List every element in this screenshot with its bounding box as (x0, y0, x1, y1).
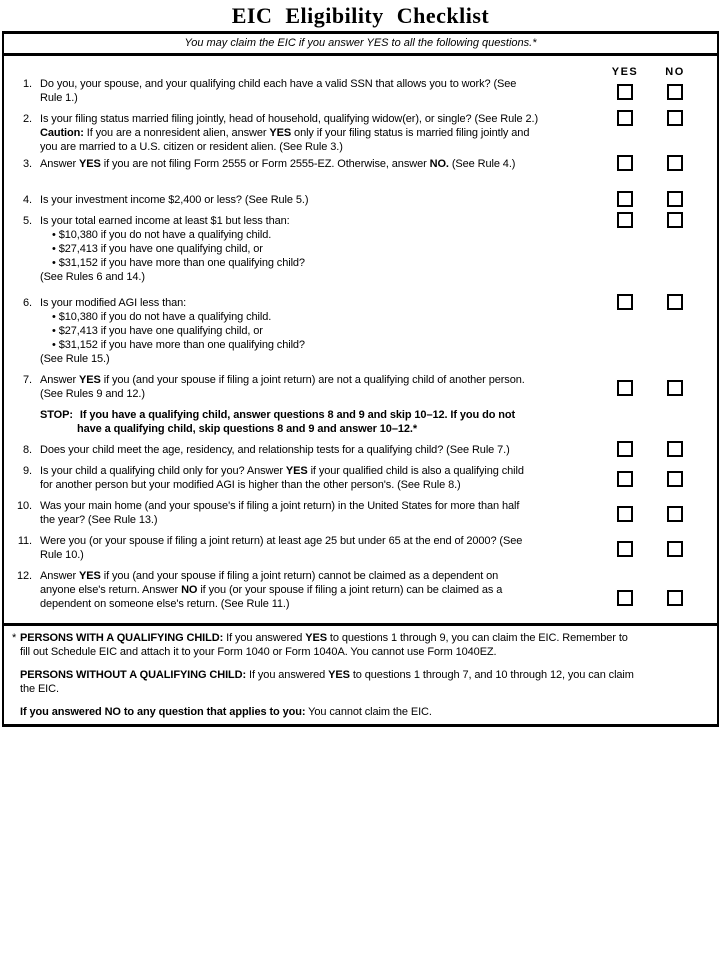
text-line: Do you, your spouse, and your qualifying child each have a valid SSN that allows you to work? (See (40, 78, 517, 90)
q10-no-checkbox[interactable] (667, 506, 683, 522)
stop-note-row (4, 408, 717, 436)
q11-yes-cell (600, 534, 650, 562)
text-line: (See Rules 6 and 14.) (40, 271, 145, 283)
no-column-header: NO (665, 66, 685, 78)
text-line: Answer YES if you (and your spouse if filing a joint return) are not a qualifying child of another person. (40, 374, 525, 386)
text-line: have a qualifying child, skip questions 8 and 9 and answer 10–12.* (77, 423, 418, 435)
question-text (36, 443, 600, 457)
q12-yes-cell (600, 569, 650, 611)
footnote-line: the EIC. (20, 683, 59, 695)
text-line: Is your investment income $2,400 or less? (See Rule 5.) (40, 194, 309, 206)
q10-no-cell (650, 499, 700, 527)
question-row (4, 499, 717, 527)
question-number: 12. (17, 570, 32, 582)
question-row (4, 112, 717, 154)
q9-no-cell (650, 464, 700, 492)
q12-yes-checkbox[interactable] (617, 590, 633, 606)
question-text (36, 157, 600, 171)
footnote (12, 705, 707, 719)
text-line: Was your main home (and your spouse's if filing a joint return) in the United States for more than half (40, 500, 520, 512)
question-row (4, 193, 717, 207)
q6-yes-checkbox[interactable] (617, 294, 633, 310)
question-text (36, 296, 600, 366)
q7-no-cell (650, 373, 700, 401)
q6-yes-cell (600, 296, 650, 366)
question-text (36, 499, 600, 527)
q11-yes-checkbox[interactable] (617, 541, 633, 557)
question-number: 2. (23, 113, 32, 125)
question-number: 10. (17, 500, 32, 512)
question-number: 9. (23, 465, 32, 477)
q11-no-checkbox[interactable] (667, 541, 683, 557)
footnote (12, 631, 707, 659)
q2-yes-checkbox[interactable] (617, 110, 633, 126)
question-number: 1. (23, 78, 32, 90)
question-number: 5. (23, 215, 32, 227)
q7-yes-cell (600, 373, 650, 401)
text-line: Rule 10.) (40, 549, 84, 561)
q4-no-cell (650, 193, 700, 207)
q2-yes-cell (600, 112, 650, 154)
q6-no-cell (650, 296, 700, 366)
question-text (36, 77, 600, 105)
q1-yes-checkbox[interactable] (617, 84, 633, 100)
q9-yes-checkbox[interactable] (617, 471, 633, 487)
questions-area (4, 56, 717, 623)
q9-yes-cell (600, 464, 650, 492)
q1-no-checkbox[interactable] (667, 84, 683, 100)
question-row (4, 443, 717, 457)
text-line: • $10,380 if you do not have a qualifying child. (52, 311, 272, 323)
text-line: for another person but your modified AGI is higher than the other person's. (See Rule 8.) (40, 479, 461, 491)
text-line: Were you (or your spouse if filing a joint return) at least age 25 but under 65 at the end of 2000? (See (40, 535, 523, 547)
question-text (36, 193, 600, 207)
text-line: anyone else's return. Answer NO if you (or your spouse if filing a joint return) can be claimed as a (40, 584, 503, 596)
q2-no-cell (650, 112, 700, 154)
text-line: Rule 1.) (40, 92, 78, 104)
q7-no-checkbox[interactable] (667, 380, 683, 396)
question-row (4, 296, 717, 366)
footnote-line: PERSONS WITH A QUALIFYING CHILD: If you answered YES to questions 1 through 9, you can claim the EIC. Remember to (20, 632, 628, 644)
question-text (36, 112, 600, 154)
q4-yes-cell (600, 193, 650, 207)
question-list (4, 77, 717, 611)
question-row (4, 214, 717, 284)
question-text (36, 569, 600, 611)
yes-column-header: YES (611, 66, 639, 78)
question-text (36, 214, 600, 284)
q5-no-checkbox[interactable] (667, 212, 683, 228)
q7-yes-checkbox[interactable] (617, 380, 633, 396)
page-title: EIC Eligibility Checklist (231, 3, 490, 28)
question-row (4, 464, 717, 492)
text-line: Answer YES if you (and your spouse if filing a joint return) cannot be claimed as a dependent on (40, 570, 499, 582)
text-line: the year? (See Rule 13.) (40, 514, 158, 526)
q3-no-checkbox[interactable] (667, 155, 683, 171)
footnote-line: If you answered NO to any question that applies to you: You cannot claim the EIC. (20, 706, 432, 718)
q10-yes-checkbox[interactable] (617, 506, 633, 522)
question-number: 3. (23, 158, 32, 170)
checklist-box (2, 31, 719, 727)
q11-no-cell (650, 534, 700, 562)
question-row (4, 77, 717, 105)
question-number: 11. (17, 535, 32, 547)
q10-yes-cell (600, 499, 650, 527)
empty-cell (650, 408, 700, 436)
q3-yes-cell (600, 157, 650, 171)
question-row (4, 534, 717, 562)
text-line: Caution: If you are a nonresident alien, answer YES only if your filing status is married filing jointly and (40, 127, 530, 139)
question-number: 6. (23, 297, 32, 309)
q8-no-cell (650, 443, 700, 457)
text-line: • $10,380 if you do not have a qualifying child. (52, 229, 272, 241)
footnote-marker: * (12, 632, 17, 644)
question-text (36, 534, 600, 562)
question-number (4, 408, 36, 436)
text-line: Is your filing status married filing jointly, head of household, qualifying widow(er), or single? (See Rule 2.) (40, 113, 539, 125)
q2-no-checkbox[interactable] (667, 110, 683, 126)
question-text (36, 464, 600, 492)
text-line: Is your total earned income at least $1 but less than: (40, 215, 290, 227)
question-text (36, 373, 600, 401)
text-line: • $31,152 if you have more than one qualifying child? (52, 257, 305, 269)
empty-cell (600, 408, 650, 436)
q4-no-checkbox[interactable] (667, 191, 683, 207)
q3-yes-checkbox[interactable] (617, 155, 633, 171)
footnote-line: PERSONS WITHOUT A QUALIFYING CHILD: If you answered YES to questions 1 through 7, and 10 through 12, you can claim (20, 669, 634, 681)
q5-no-cell (650, 214, 700, 284)
text-line: • $27,413 if you have one qualifying child, or (52, 325, 263, 337)
q5-yes-cell (600, 214, 650, 284)
text-line: dependent on someone else's return. (See Rule 11.) (40, 598, 290, 610)
text-line: (See Rules 9 and 12.) (40, 388, 145, 400)
text-line: • $27,413 if you have one qualifying child, or (52, 243, 263, 255)
checklist-subtitle: You may claim the EIC if you answer YES to all the following questions.* (4, 34, 717, 56)
text-line: Does your child meet the age, residency, and relationship tests for a qualifying child? (See Rule 7.) (40, 444, 510, 456)
q5-yes-checkbox[interactable] (617, 212, 633, 228)
question-row (4, 373, 717, 401)
footnotes-area (4, 623, 717, 724)
footnote-line: fill out Schedule EIC and attach it to your Form 1040 or Form 1040A. You cannot use Form 1040EZ. (20, 646, 497, 658)
footnote (12, 668, 707, 696)
text-line: STOP: If you have a qualifying child, answer questions 8 and 9 and skip 10–12. If you do not (40, 409, 516, 421)
question-number: 8. (23, 444, 32, 456)
q8-yes-cell (600, 443, 650, 457)
question-row (4, 157, 717, 171)
text-line: you are married to a U.S. citizen or resident alien. (See Rule 3.) (40, 141, 343, 153)
question-number: 4. (23, 194, 32, 206)
q1-no-cell (650, 77, 700, 105)
q3-no-cell (650, 157, 700, 171)
q8-no-checkbox[interactable] (667, 441, 683, 457)
q4-yes-checkbox[interactable] (617, 191, 633, 207)
text-line: • $31,152 if you have more than one qualifying child? (52, 339, 305, 351)
q12-no-cell (650, 569, 700, 611)
text-line: Is your child a qualifying child only for you? Answer YES if your qualified child is also a qualifying child (40, 465, 524, 477)
text-line: Is your modified AGI less than: (40, 297, 187, 309)
q8-yes-checkbox[interactable] (617, 441, 633, 457)
q9-no-checkbox[interactable] (667, 471, 683, 487)
q6-no-checkbox[interactable] (667, 294, 683, 310)
stop-note-text (36, 408, 600, 436)
stop-label: STOP: (40, 409, 73, 421)
question-number: 7. (23, 374, 32, 386)
q1-yes-cell (600, 77, 650, 105)
question-row (4, 569, 717, 611)
q12-no-checkbox[interactable] (667, 590, 683, 606)
text-line: Answer YES if you are not filing Form 2555 or Form 2555-EZ. Otherwise, answer NO. (See Rule 4.) (40, 158, 516, 170)
text-line: (See Rule 15.) (40, 353, 110, 365)
